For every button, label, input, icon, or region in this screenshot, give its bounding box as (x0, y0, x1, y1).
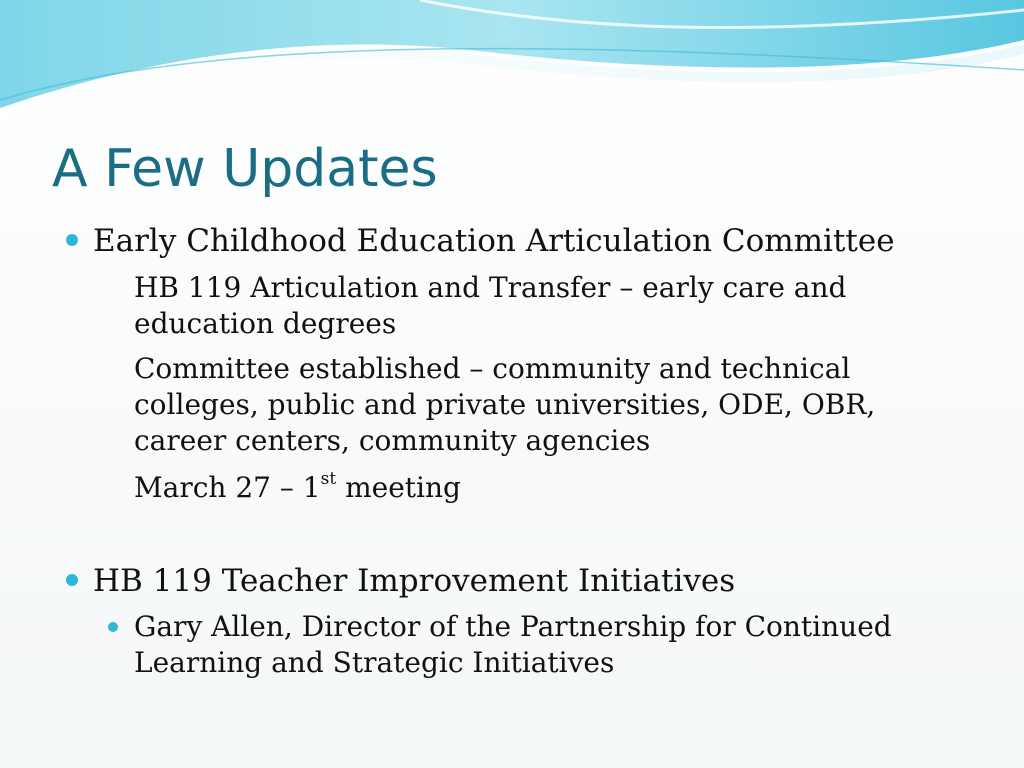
paragraph: HB 119 Articulation and Transfer – early care and education degrees (134, 271, 847, 340)
bullet-text: Early Childhood Education Articulation Committee (93, 223, 895, 259)
meeting-prefix: March 27 – 1 (134, 471, 321, 504)
slide-title: A Few Updates (52, 139, 438, 199)
bullet-icon (66, 574, 78, 586)
paragraph: Committee established – community and technical colleges, public and private universities, ODE, OBR, career centers, community agencies (134, 352, 876, 457)
header-wave-decoration (0, 0, 1024, 130)
meeting-line (134, 470, 934, 506)
bullet-text: HB 119 Teacher Improvement Initiatives (93, 563, 736, 599)
sub-bullet-item (134, 609, 934, 681)
sub-bullet-text: Gary Allen, Director of the Partnership for Continued Learning and Strategic Initiatives (134, 610, 892, 679)
sub-bullet-icon (108, 622, 118, 632)
bullet-icon (66, 234, 78, 246)
meeting-superscript: st (320, 469, 337, 489)
meeting-suffix: meeting (336, 471, 461, 504)
